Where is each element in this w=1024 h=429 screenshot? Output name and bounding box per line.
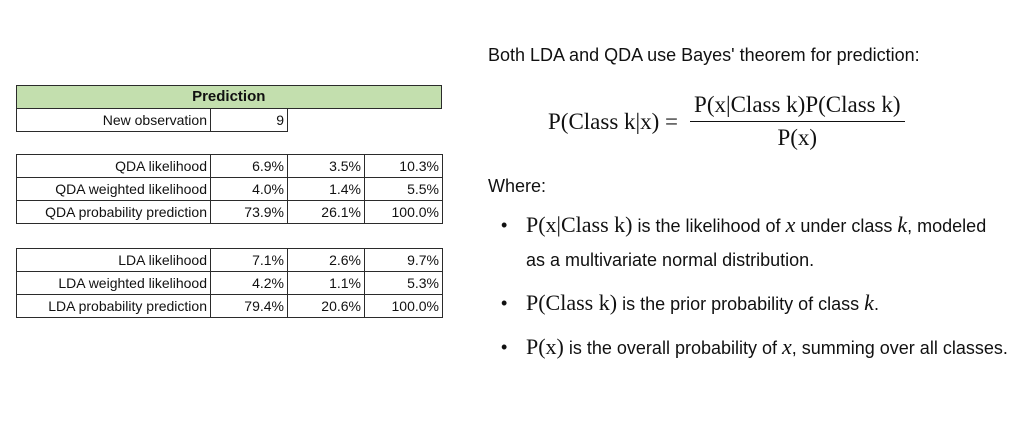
bullet-text: is the likelihood of	[632, 216, 786, 236]
bullet-text: is the overall probability of	[563, 338, 782, 358]
cell-value: 1.1%	[288, 272, 365, 295]
cell-value: 1.4%	[288, 178, 365, 201]
math-term: P(x)	[526, 334, 564, 359]
table-row	[17, 249, 443, 272]
where-label: Where:	[488, 176, 547, 196]
row-label: QDA likelihood	[17, 155, 211, 178]
cell-value: 5.3%	[365, 272, 443, 295]
cell-value: 6.9%	[211, 155, 288, 178]
cell-value: 7.1%	[211, 249, 288, 272]
cell-value: 73.9%	[211, 201, 288, 224]
bullet-text: is the prior probability of class	[617, 294, 865, 314]
cell-value: 9.7%	[365, 249, 443, 272]
qda-table	[16, 154, 443, 224]
math-var: k	[864, 290, 874, 315]
intro-text: Both LDA and QDA use Bayes' theorem for prediction:	[488, 45, 920, 65]
lda-table	[16, 248, 443, 318]
table-row	[17, 272, 443, 295]
bullet-text: under class	[795, 216, 898, 236]
list-item	[488, 208, 1008, 277]
blank-cell	[364, 109, 441, 132]
bullet-icon: •	[501, 337, 508, 357]
list-item	[488, 330, 1008, 365]
table-row	[17, 155, 443, 178]
math-var: x	[782, 334, 792, 359]
blank-cell	[288, 109, 365, 132]
row-label: QDA probability prediction	[17, 201, 211, 224]
cell-value: 3.5%	[288, 155, 365, 178]
bayes-formula	[548, 92, 905, 151]
cell-value: 10.3%	[365, 155, 443, 178]
row-label: LDA weighted likelihood	[17, 272, 211, 295]
formula-lhs: P(Class k|x) =	[548, 108, 679, 134]
math-var: x	[785, 212, 796, 237]
new-observation-value: 9	[211, 109, 288, 132]
cell-value: 26.1%	[288, 201, 365, 224]
table-row	[17, 178, 443, 201]
cell-value: 100.0%	[365, 295, 443, 318]
cell-value: 4.0%	[211, 178, 288, 201]
bullet-icon: •	[501, 293, 508, 313]
cell-value: 4.2%	[211, 272, 288, 295]
prediction-header: Prediction	[17, 86, 442, 109]
formula-denominator: P(x)	[777, 125, 818, 150]
bullet-text: , summing over all classes.	[791, 338, 1008, 358]
math-var: k	[897, 212, 908, 237]
list-item	[488, 286, 1008, 321]
bullet-list	[488, 208, 1008, 374]
cell-value: 79.4%	[211, 295, 288, 318]
cell-value: 5.5%	[365, 178, 443, 201]
row-label: LDA probability prediction	[17, 295, 211, 318]
row-label: QDA weighted likelihood	[17, 178, 211, 201]
table-row	[17, 201, 443, 224]
new-observation-label: New observation	[17, 109, 211, 132]
formula-numerator: P(x|Class k)P(Class k)	[690, 92, 905, 122]
prediction-table	[16, 85, 442, 132]
cell-value: 20.6%	[288, 295, 365, 318]
row-label: LDA likelihood	[17, 249, 211, 272]
formula-fraction	[690, 92, 905, 151]
table-row	[17, 295, 443, 318]
cell-value: 2.6%	[288, 249, 365, 272]
cell-value: 100.0%	[365, 201, 443, 224]
bullet-text: , modeled as a multivariate normal distribution.	[526, 216, 987, 270]
bullet-text: .	[873, 294, 879, 314]
math-term: P(x|Class k)	[526, 212, 633, 237]
bullet-icon: •	[501, 215, 508, 235]
math-term: P(Class k)	[526, 290, 618, 315]
